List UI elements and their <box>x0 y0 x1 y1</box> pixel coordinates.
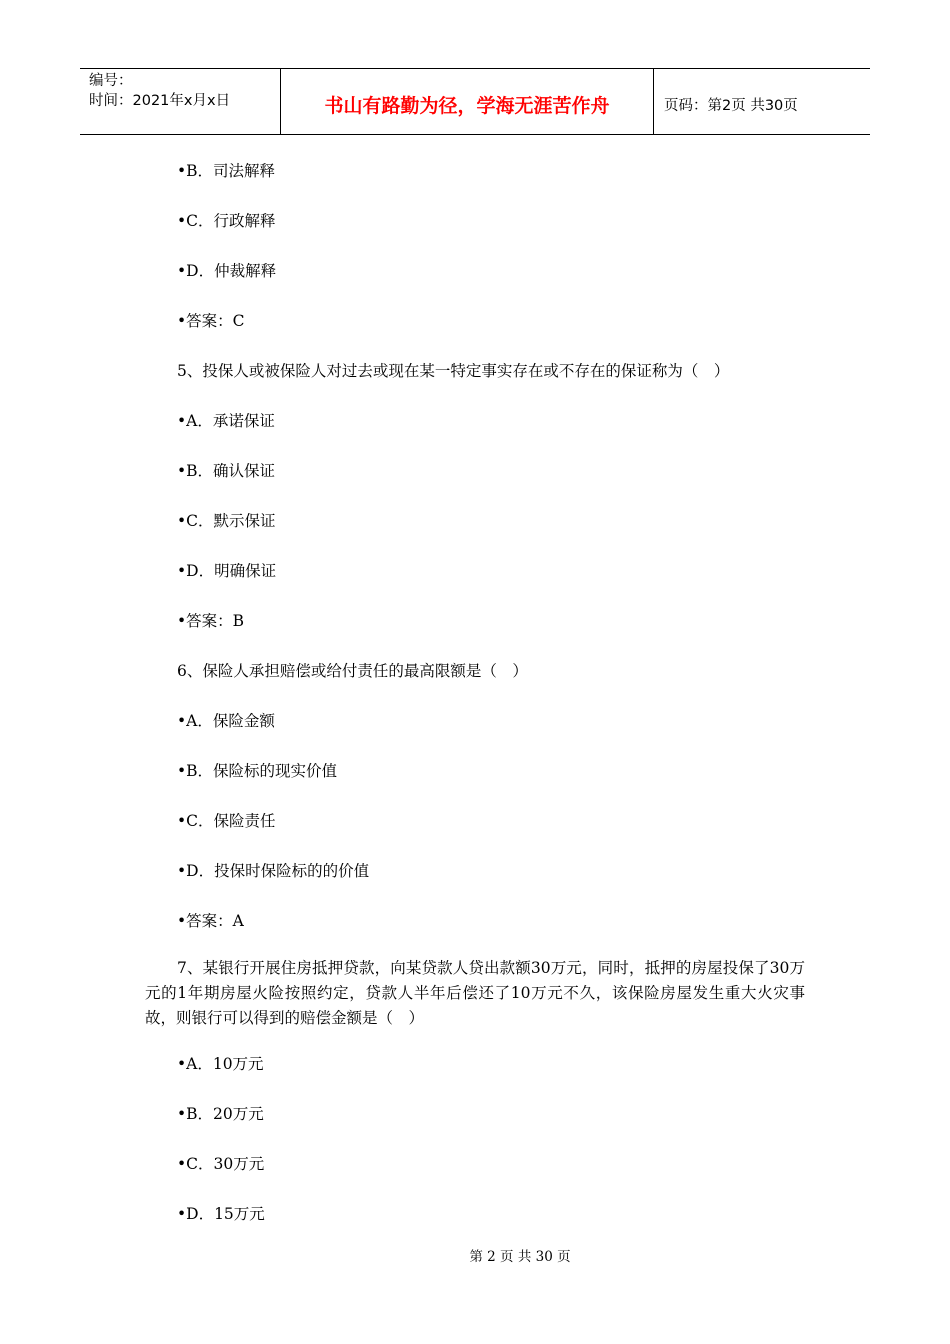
text-line: •A．10万元 <box>177 1055 264 1073</box>
text-line: •C．默示保证 <box>177 512 276 530</box>
document-number-label: 编号： <box>89 73 133 89</box>
text-line: •答案：C <box>177 312 245 330</box>
text-line: •B．司法解释 <box>177 162 276 180</box>
header-meta <box>80 69 281 134</box>
text-line: •D．仲裁解释 <box>177 262 277 280</box>
text-line: •A．保险金额 <box>177 712 275 730</box>
document-body <box>145 150 805 1243</box>
text-line: •C．30万元 <box>177 1155 265 1173</box>
page-header <box>80 68 870 135</box>
text-line: •B．确认保证 <box>177 462 276 480</box>
header-motto: 书山有路勤为径，学海无涯苦作舟 <box>281 69 654 134</box>
text-line: •D．投保时保险标的的价值 <box>177 862 370 880</box>
text-line: •B．20万元 <box>177 1105 264 1123</box>
question-text: 5、投保人或被保险人对过去或现在某一特定事实存在或不存在的保证称为（ ） <box>177 362 730 380</box>
text-line: •A．承诺保证 <box>177 412 275 430</box>
question-text: 7、某银行开展住房抵押贷款，向某贷款人贷出款额30万元，同时，抵押的房屋投保了30万元的1年期房屋火险按照约定，贷款人半年后偿还了10万元不久，该保险房屋发生重大火灾事故，则银行可以得到的赔偿金额是（ ） <box>145 959 805 1027</box>
text-line: •B．保险标的现实价值 <box>177 762 338 780</box>
question-text: 6、保险人承担赔偿或给付责任的最高限额是（ ） <box>177 662 528 680</box>
text-line: •答案：B <box>177 612 245 630</box>
text-line: •答案：A <box>177 912 244 930</box>
text-line: •C．保险责任 <box>177 812 276 830</box>
text-line: •D．15万元 <box>177 1205 265 1223</box>
header-page-info: 页码：第2页 共30页 <box>664 98 798 114</box>
text-line: •D．明确保证 <box>177 562 277 580</box>
page-footer: 第 2 页 共 30 页 <box>469 1249 571 1265</box>
text-line: •C．行政解释 <box>177 212 276 230</box>
document-time-label: 时间：2021年x月x日 <box>89 93 231 109</box>
